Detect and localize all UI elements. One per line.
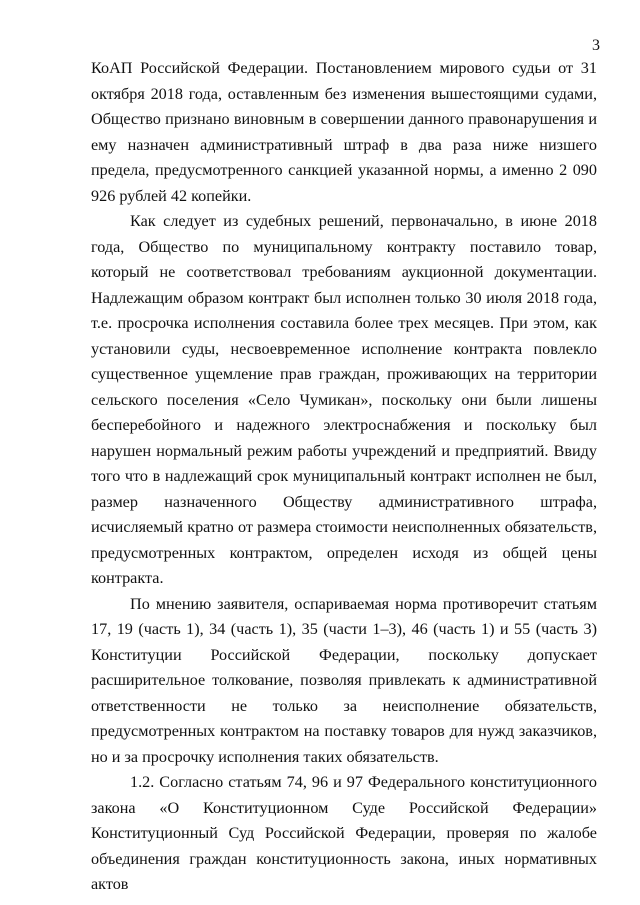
paragraph-2: Как следует из судебных решений, первоначально, в июне 2018 года, Общество по муниципальному контракту поставило товар, который не соответствовал требованиям аукционной документации. Надлежащим образом контракт был исполнен только 30 июля 2018 года, т.е. просрочка исполнения составила более трех месяцев. При этом, как установили суды, несвоевременное исполнение контракта повлекло существенное ущемление прав граждан, проживающих на территории сельского поселения «Село Чумикан», поскольку они были лишены бесперебойного и надежного электроснабжения и поскольку был нарушен нормальный режим работы учреждений и предприятий. Ввиду того что в надлежащий срок муниципальный контракт исполнен не был, размер назначенного Обществу административного штрафа, исчисляемый кратно от размера стоимости неисполненных обязательств, предусмотренных контрактом, определен исходя из общей цены контракта. <box>91 212 597 587</box>
paragraph-4: 1.2. Согласно статьям 74, 96 и 97 Федерального конституционного закона «О Конституционном Суде Российской Федерации» Конституционный Суд Российской Федерации, проверяя по жалобе объединения граждан конституционность закона, иных нормативных актов <box>91 773 597 893</box>
paragraph-3: По мнению заявителя, оспариваемая норма противоречит статьям 17, 19 (часть 1), 34 (часть 1), 35 (части 1–3), 46 (часть 1) и 55 (часть 3) Конституции Российской Федерации, поскольку допускает расширительное толкование, позволяя привлекать к административной ответственности не только за неисполнение обязательств, предусмотренных контрактом на поставку товаров для нужд заказчиков, но и за просрочку исполнения таких обязательств. <box>91 594 597 766</box>
page-number: 3 <box>592 37 600 54</box>
document-body <box>91 56 597 898</box>
paragraph-1: КоАП Российской Федерации. Постановлением мирового судьи от 31 октября 2018 года, оставленным без изменения вышестоящими судами, Общество признано виновным в совершении данного правонарушения и ему назначен административный штраф в два раза ниже низшего предела, предусмотренного санкцией указанной нормы, а именно 2 090 926 рублей 42 копейки. <box>91 59 597 205</box>
